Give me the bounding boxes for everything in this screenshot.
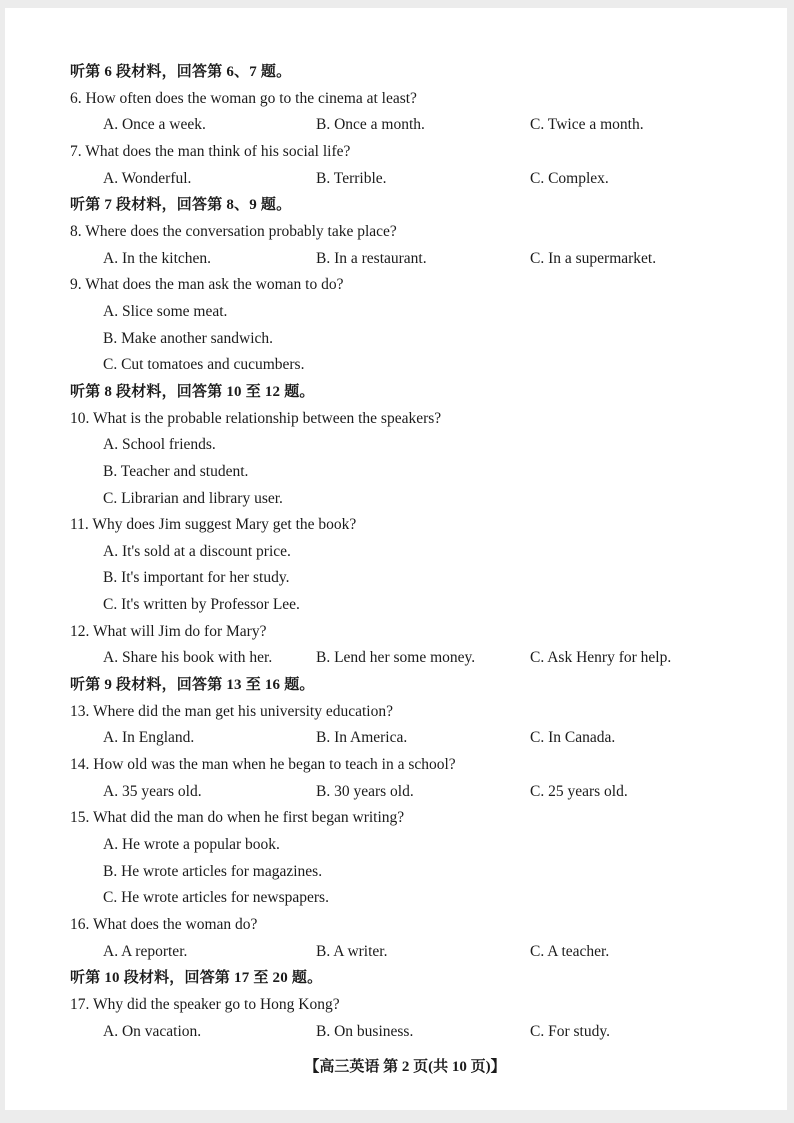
- option-row: [70, 939, 770, 966]
- option-c: C. Librarian and library user.: [103, 489, 283, 507]
- option-b: B. 30 years old.: [316, 782, 414, 800]
- page-footer: 【高三英语 第 2 页(共 10 页)】: [304, 1059, 506, 1075]
- section-heading: 听第 8 段材料，回答第 10 至 12 题。: [70, 383, 315, 400]
- option-a: A. Wonderful.: [103, 169, 192, 187]
- option-a: A. Slice some meat.: [103, 302, 228, 320]
- option-row: [70, 166, 770, 193]
- listening-questions: [70, 59, 770, 1045]
- option-a: A. Once a week.: [103, 116, 206, 134]
- option-c: C. 25 years old.: [530, 782, 628, 800]
- option-row: [70, 779, 770, 806]
- option-row: [70, 1019, 770, 1046]
- question-stem: 11. Why does Jim suggest Mary get the book?: [70, 516, 357, 534]
- exam-page: [5, 8, 787, 1110]
- option-b: B. He wrote articles for magazines.: [103, 862, 323, 880]
- option-b: B. In America.: [316, 729, 408, 747]
- question-stem: 15. What did the man do when he first began writing?: [70, 809, 405, 827]
- section-heading: 听第 10 段材料，回答第 17 至 20 题。: [70, 970, 323, 987]
- question-stem: 7. What does the man think of his social life?: [70, 142, 351, 160]
- option-c: C. Ask Henry for help.: [530, 649, 672, 667]
- section-heading: 听第 7 段材料，回答第 8、9 题。: [70, 197, 292, 214]
- option-b: B. A writer.: [316, 942, 388, 960]
- option-a: A. In England.: [103, 729, 195, 747]
- question-stem: 16. What does the woman do?: [70, 916, 258, 933]
- option-a: A. In the kitchen.: [103, 249, 212, 267]
- question-stem: 13. Where did the man get his university education?: [70, 702, 393, 720]
- option-b: B. On business.: [316, 1022, 414, 1040]
- option-b: B. Teacher and student.: [103, 462, 249, 480]
- section-heading: 听第 6 段材料，回答第 6、7 题。: [70, 64, 292, 80]
- question-stem: 6. How often does the woman go to the cinema at least?: [70, 89, 417, 107]
- option-a: A. A reporter.: [103, 942, 188, 960]
- option-a: A. He wrote a popular book.: [103, 836, 280, 854]
- option-b: B. Lend her some money.: [316, 649, 476, 667]
- question-stem: 12. What will Jim do for Mary?: [70, 622, 267, 640]
- option-a: A. On vacation.: [103, 1022, 202, 1040]
- option-row: [70, 246, 770, 273]
- option-a: A. School friends.: [103, 436, 216, 454]
- option-c: C. It's written by Professor Lee.: [103, 596, 300, 614]
- option-row: [70, 112, 770, 139]
- option-c: C. A teacher.: [530, 942, 610, 960]
- option-c: C. In Canada.: [530, 729, 616, 747]
- option-c: C. In a supermarket.: [530, 249, 657, 267]
- option-row: [70, 725, 770, 752]
- option-b: B. Once a month.: [316, 116, 425, 134]
- option-c: C. Twice a month.: [530, 116, 644, 134]
- option-c: C. He wrote articles for newspapers.: [103, 889, 329, 907]
- question-stem: 17. Why did the speaker go to Hong Kong?: [70, 995, 340, 1013]
- option-c: C. For study.: [530, 1022, 610, 1040]
- option-row: [70, 645, 770, 672]
- option-a: A. 35 years old.: [103, 782, 202, 800]
- option-a: A. Share his book with her.: [103, 649, 273, 667]
- option-b: B. Make another sandwich.: [103, 329, 274, 347]
- question-stem: 9. What does the man ask the woman to do?: [70, 276, 344, 294]
- option-b: B. It's important for her study.: [103, 569, 290, 587]
- option-c: C. Cut tomatoes and cucumbers.: [103, 356, 305, 374]
- option-b: B. In a restaurant.: [316, 249, 427, 267]
- question-stem: 10. What is the probable relationship between the speakers?: [70, 409, 442, 427]
- option-c: C. Complex.: [530, 169, 609, 187]
- option-b: B. Terrible.: [316, 169, 387, 187]
- question-stem: 14. How old was the man when he began to teach in a school?: [70, 756, 456, 774]
- question-stem: 8. Where does the conversation probably take place?: [70, 222, 397, 240]
- option-a: A. It's sold at a discount price.: [103, 542, 291, 560]
- section-heading: 听第 9 段材料，回答第 13 至 16 题。: [70, 677, 315, 694]
